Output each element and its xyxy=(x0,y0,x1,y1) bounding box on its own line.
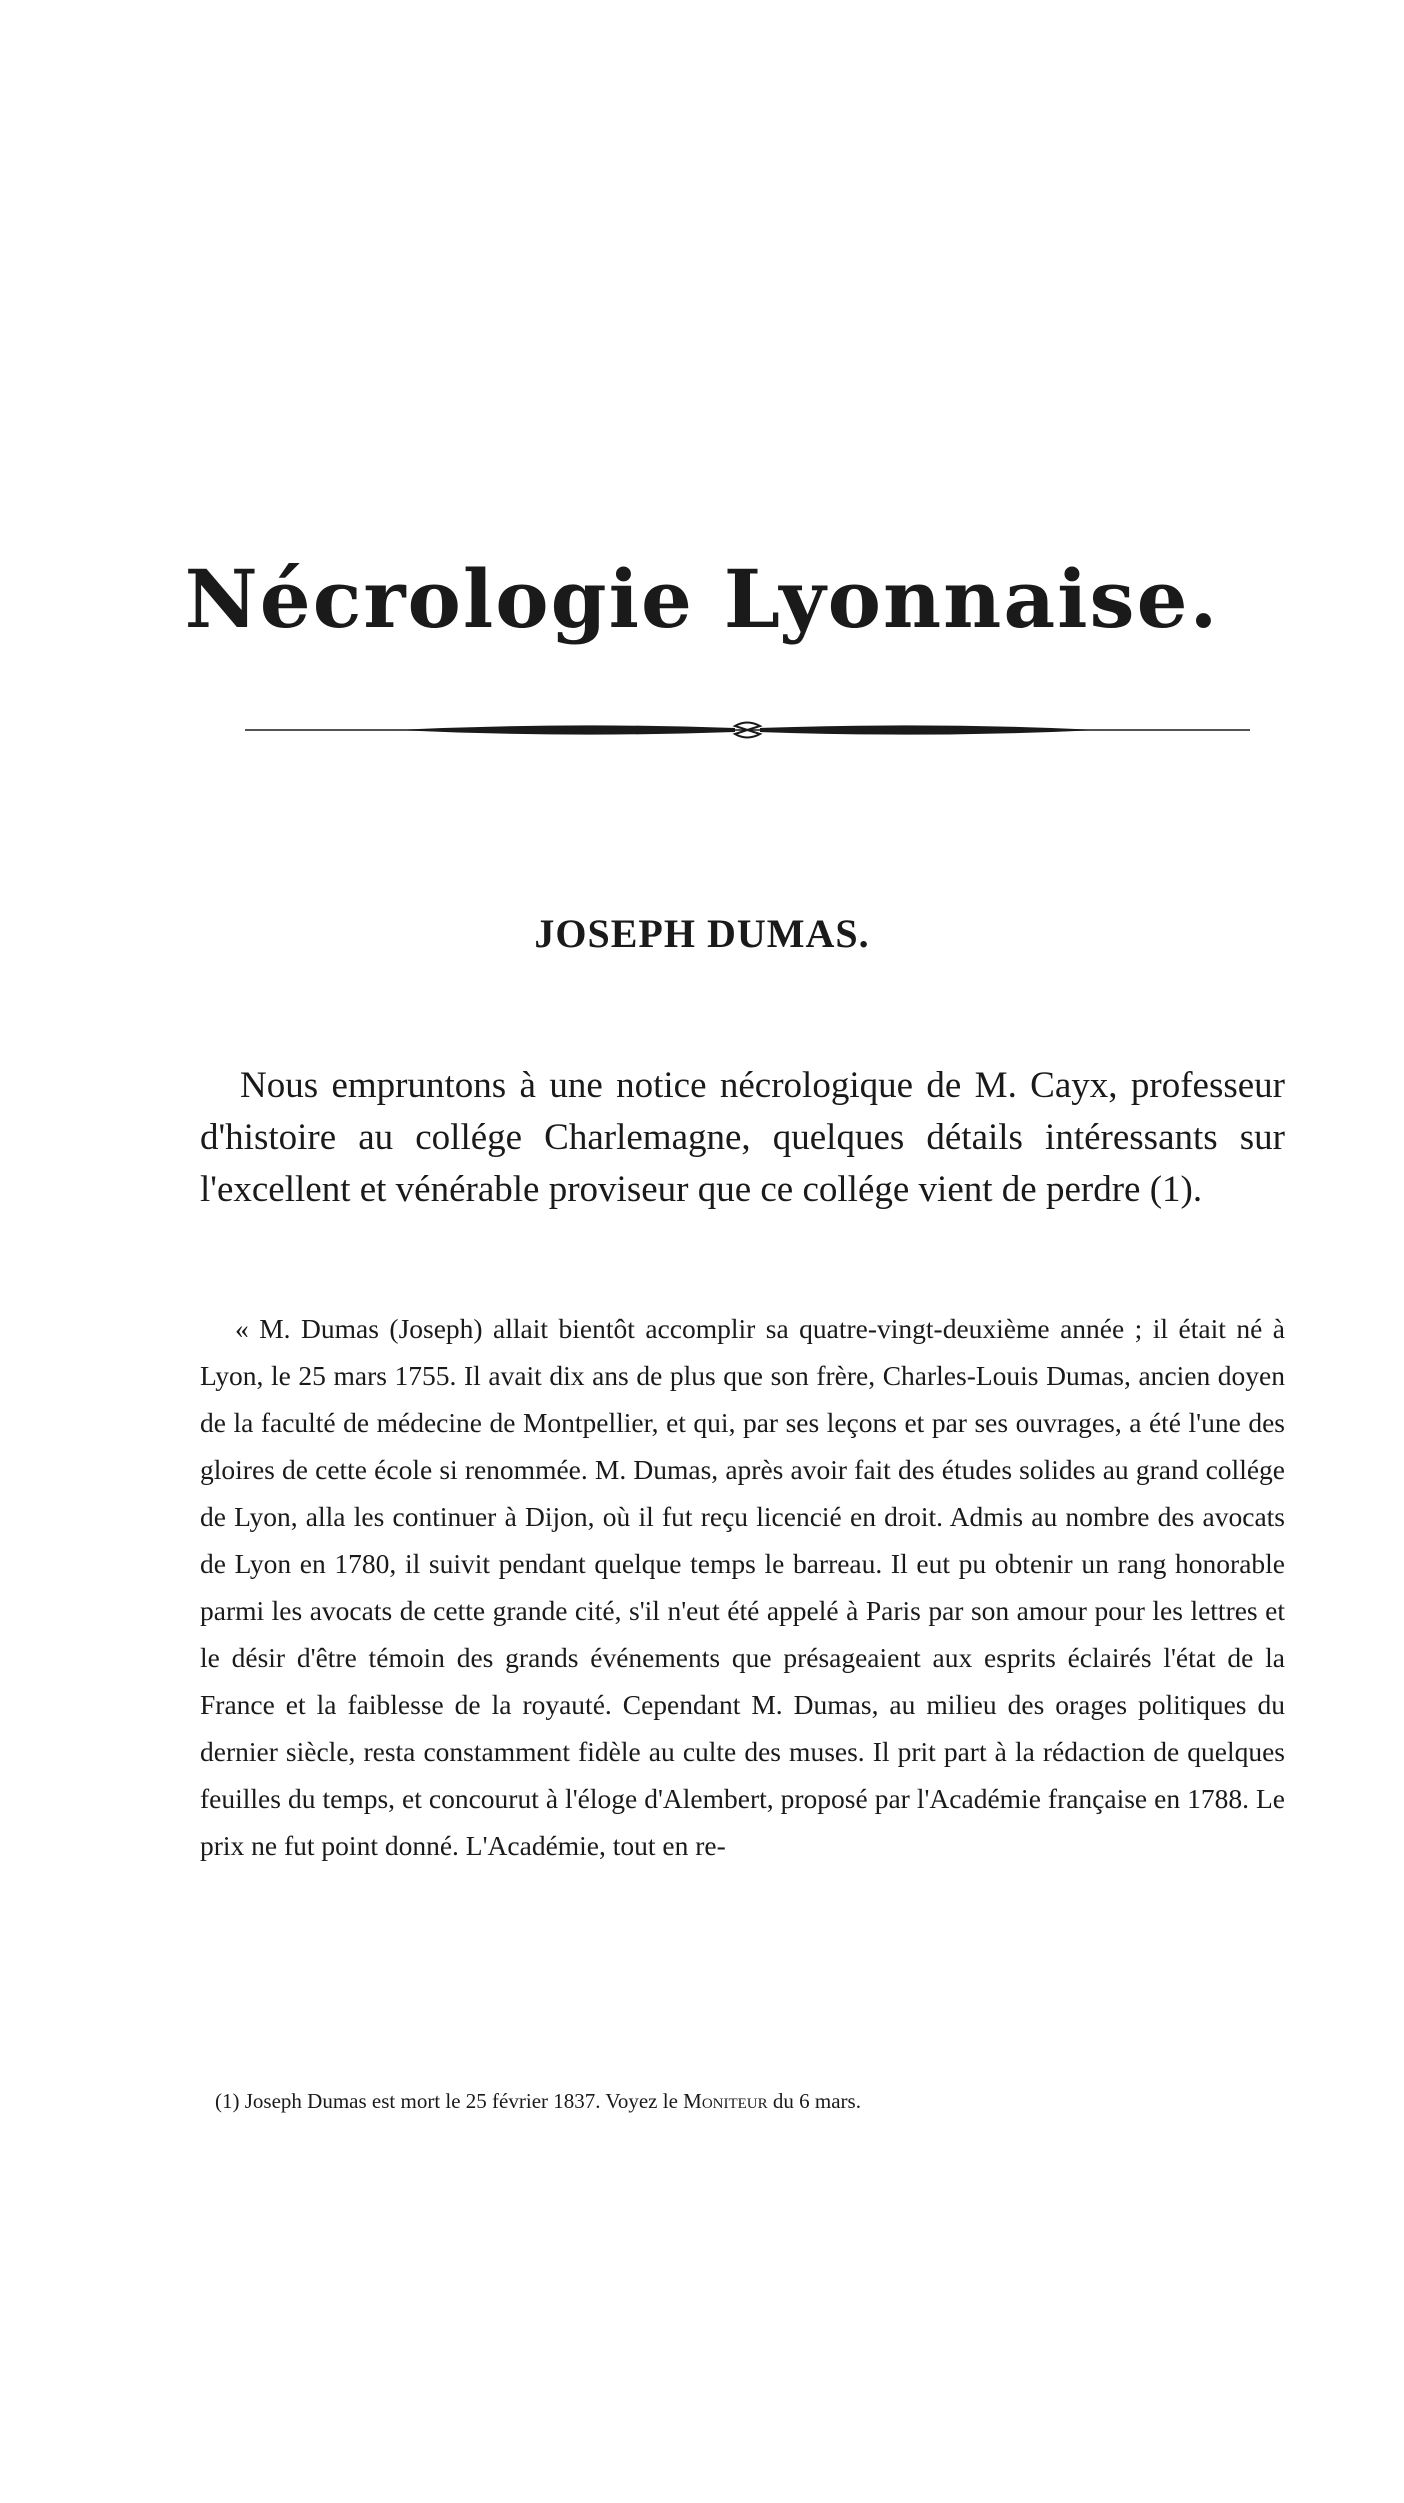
footnote-text-end: du 6 mars. xyxy=(772,2089,861,2113)
footnote-marker: (1) xyxy=(215,2089,240,2113)
intro-paragraph: Nous empruntons à une notice nécrologique de M. Cayx, professeur d'histoire au collége Charlemagne, quelques détails intéressants sur l'excellent et vénérable proviseur que ce collége vient de perdre (1). xyxy=(200,1065,1285,1210)
person-name: JOSEPH DUMAS. xyxy=(534,911,870,956)
ornamental-rule xyxy=(245,715,1250,745)
footnote-moniteur: Moniteur xyxy=(683,2089,768,2113)
page-heading: Nécrologie Lyonnaise. xyxy=(184,551,1220,646)
footnote xyxy=(215,2086,1295,2116)
body-paragraph: « M. Dumas (Joseph) allait bientôt accomplir sa quatre-vingt-deuxième année ; il était né à Lyon, le 25 mars 1755. Il avait dix ans de plus que son frère, Charles-Louis Dumas, ancien doyen de la faculté de médecine de Montpellier, et qui, par ses leçons et par ses ouvrages, a été l'une des gloires de cette école si renommée. M. Dumas, après avoir fait des études solides au grand collége de Lyon, alla les continuer à Dijon, où il fut reçu licencié en droit. Admis au nombre des avocats de Lyon en 1780, il suivit pendant quelque temps le barreau. Il eut pu obtenir un rang honorable parmi les avocats de cette grande cité, s'il n'eut été appelé à Paris par son amour pour les lettres et le désir d'être témoin des grands événements que présageaient aux esprits éclairés l'état de la France et la faiblesse de la royauté. Cependant M. Dumas, au milieu des orages politiques du dernier siècle, resta constamment fidèle au culte des muses. Il prit part à la rédaction de quelques feuilles du temps, et concourut à l'éloge d'Alembert, proposé par l'Académie française en 1788. Le prix ne fut point donné. L'Académie, tout en re- xyxy=(200,1313,1285,1861)
footnote-text: Joseph Dumas est mort le 25 février 1837. Voyez le xyxy=(244,2089,678,2113)
